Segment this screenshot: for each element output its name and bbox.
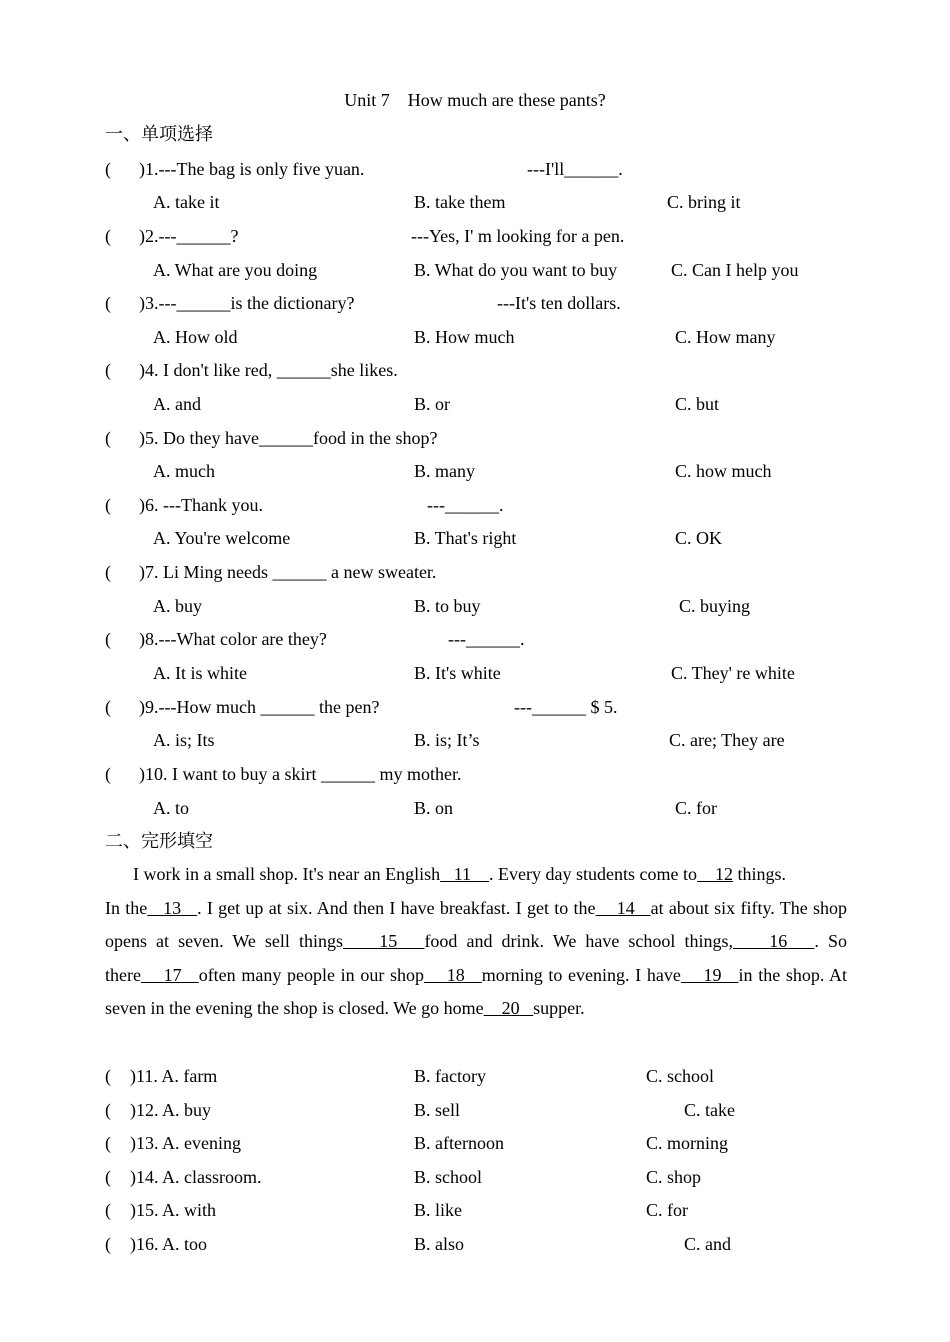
answer-paren: (	[105, 159, 111, 179]
blank-11: 11	[453, 864, 472, 884]
option-c: C. OK	[675, 528, 723, 548]
option-c: C. but	[675, 394, 720, 414]
question-stem: )1.---The bag is only five yuan.	[139, 159, 365, 179]
blank-14: 14	[616, 897, 635, 918]
option-c: C. and	[684, 1234, 731, 1254]
passage-text: supper.	[533, 998, 585, 1019]
answer-paren: (	[105, 1100, 111, 1120]
answer-paren: (	[105, 562, 111, 582]
option-c: C. bring it	[667, 192, 741, 212]
passage-text: morning to evening. I have	[481, 964, 681, 985]
blank-19: 19	[703, 964, 722, 985]
question-reply: ---______.	[448, 629, 525, 649]
answer-paren: (	[105, 428, 111, 448]
passage-paragraph-1	[105, 858, 847, 892]
option-b: B. also	[414, 1234, 465, 1254]
option-b: B. How much	[414, 327, 515, 347]
option-c: C. school	[646, 1066, 715, 1086]
answer-paren: (	[105, 495, 111, 515]
option-a: A. You're welcome	[153, 528, 291, 548]
question-stem: )4. I don't like red, ______she likes.	[139, 360, 398, 380]
question-reply: ---It's ten dollars.	[497, 293, 621, 313]
option-c: C. morning	[646, 1133, 729, 1153]
passage-paragraph-2	[105, 892, 847, 1026]
option-a: A. What are you doing	[153, 260, 318, 280]
option-b: B. afternoon	[414, 1133, 504, 1153]
option-c: C. for	[675, 798, 717, 818]
section-heading-multiple-choice: 一、单项选择	[105, 124, 213, 144]
question-stem: )5. Do they have______food in the shop?	[139, 428, 438, 448]
answer-paren: (	[105, 1234, 111, 1254]
section-heading-cloze: 二、完形填空	[105, 831, 213, 851]
option-c: C. They' re white	[671, 663, 795, 683]
blank-12: 12	[714, 864, 733, 884]
answer-paren: (	[105, 1066, 111, 1086]
option-b: B. It's white	[414, 663, 501, 683]
option-b: B. or	[414, 394, 450, 414]
option-b: B. like	[414, 1200, 462, 1220]
answer-paren: (	[105, 360, 111, 380]
blank-20: 20	[501, 998, 520, 1019]
option-b: B. is; It’s	[414, 730, 480, 750]
cloze-passage	[105, 858, 847, 1026]
question-reply: ---______.	[427, 495, 504, 515]
question-stem: )3.---______is the dictionary?	[139, 293, 355, 313]
option-b: B. take them	[414, 192, 506, 212]
option-a: A. How old	[153, 327, 238, 347]
answer-paren: (	[105, 226, 111, 246]
blank-16: 16	[769, 931, 788, 952]
passage-text: . I get up at six. And then I have breakfast. I get to the	[197, 897, 596, 918]
option-a: )16. A. too	[130, 1234, 208, 1254]
option-b: B. What do you want to buy	[414, 260, 618, 280]
passage-text: I work in a small shop. It's near an English	[133, 864, 441, 884]
answer-paren: (	[105, 1133, 111, 1153]
question-stem: )2.---______?	[139, 226, 239, 246]
option-a: A. It is white	[153, 663, 247, 683]
blank-15: 15	[379, 931, 398, 952]
option-c: C. shop	[646, 1167, 702, 1187]
option-a: A. to	[153, 798, 189, 818]
option-b: B. That's right	[414, 528, 517, 548]
answer-paren: (	[105, 1200, 111, 1220]
option-b: B. many	[414, 461, 475, 481]
passage-text: often many people in our shop	[198, 964, 424, 985]
answer-paren: (	[105, 293, 111, 313]
passage-text: at about six fifty. The shop opens at seven. We sell things	[105, 897, 848, 952]
option-c: C. take	[684, 1100, 735, 1120]
option-a: A. much	[153, 461, 215, 481]
answer-paren: (	[105, 1167, 111, 1187]
answer-paren: (	[105, 629, 111, 649]
page-title: Unit 7 How much are these pants?	[344, 90, 606, 110]
option-a: A. buy	[153, 596, 202, 616]
option-a: )15. A. with	[130, 1200, 217, 1220]
option-c: C. are; They are	[669, 730, 785, 750]
option-b: B. to buy	[414, 596, 481, 616]
option-a: )14. A. classroom.	[130, 1167, 262, 1187]
passage-text: In the	[105, 897, 148, 918]
option-a: A. is; Its	[153, 730, 215, 750]
blank-18: 18	[446, 964, 465, 985]
passage-text: . Every day students come to	[489, 864, 697, 884]
passage-text: . So there	[105, 931, 847, 985]
passage-text: things.	[732, 864, 786, 884]
question-stem: )8.---What color are they?	[139, 629, 327, 649]
option-c: C. for	[646, 1200, 688, 1220]
option-c: C. How many	[675, 327, 776, 347]
option-b: B. factory	[414, 1066, 486, 1086]
answer-paren: (	[105, 697, 111, 717]
option-a: )12. A. buy	[130, 1100, 211, 1120]
option-b: B. school	[414, 1167, 483, 1187]
answer-paren: (	[105, 764, 111, 784]
option-c: C. Can I help you	[671, 260, 799, 280]
question-reply: ---______ $ 5.	[514, 697, 618, 717]
option-b: B. sell	[414, 1100, 461, 1120]
passage-text: in the shop. At seven in the evening the shop is closed. We go home	[105, 964, 848, 1019]
option-a: )11. A. farm	[130, 1066, 218, 1086]
blank-13: 13	[163, 897, 182, 918]
option-b: B. on	[414, 798, 454, 818]
question-stem: )7. Li Ming needs ______ a new sweater.	[139, 562, 437, 582]
passage-text: food and drink. We have school things,	[424, 931, 733, 952]
option-a: A. and	[153, 394, 201, 414]
option-a: A. take it	[153, 192, 220, 212]
question-stem: )6. ---Thank you.	[139, 495, 263, 515]
option-c: C. buying	[679, 596, 751, 616]
question-reply: ---Yes, I' m looking for a pen.	[411, 226, 625, 246]
option-c: C. how much	[675, 461, 772, 481]
option-a: )13. A. evening	[130, 1133, 241, 1153]
blank-17: 17	[163, 964, 182, 985]
question-stem: )10. I want to buy a skirt ______ my mother.	[139, 764, 462, 784]
question-stem: )9.---How much ______ the pen?	[139, 697, 380, 717]
question-reply: ---I'll______.	[527, 159, 623, 179]
